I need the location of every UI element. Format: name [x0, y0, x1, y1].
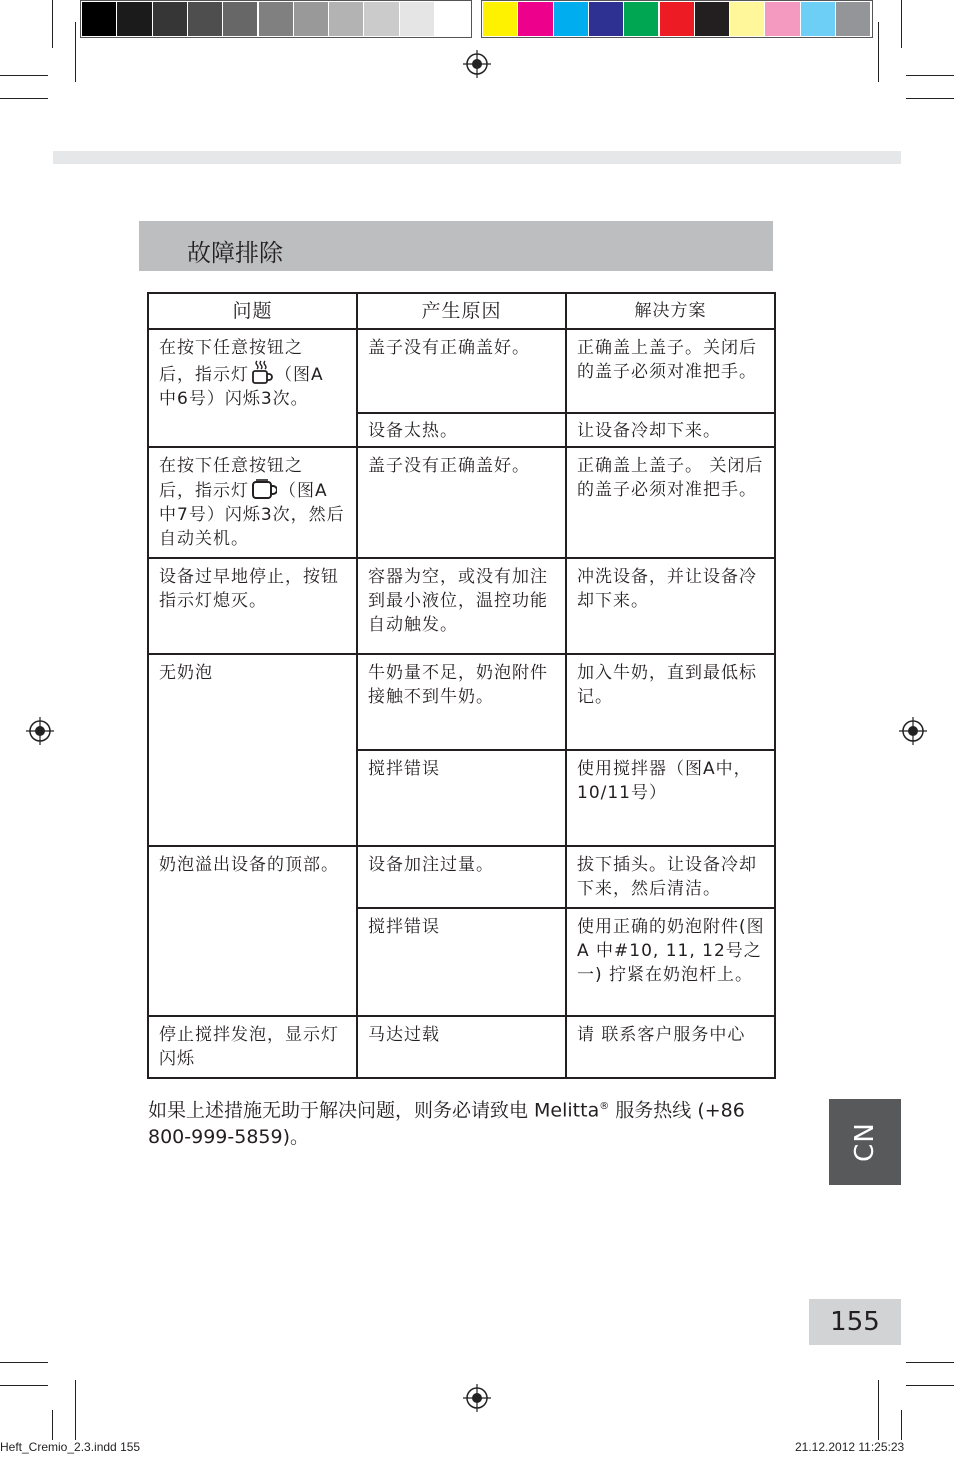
color-swatch [801, 2, 835, 36]
gray-swatch [435, 2, 469, 36]
language-tab-label: CN [850, 1122, 880, 1162]
solution-cell: 让设备冷却下来。 [566, 413, 775, 447]
solution-cell: 使用搅拌器（图A中，10/11号） [566, 750, 775, 846]
color-swatch [836, 2, 870, 36]
cause-cell: 设备加注过量。 [357, 846, 566, 908]
gray-swatch [188, 2, 222, 36]
table-header-row [148, 293, 775, 329]
page-number: 155 [809, 1299, 901, 1345]
file-slug: Heft_Cremio_2.3.indd 155 [0, 1440, 141, 1454]
cup-icon [251, 478, 277, 500]
contact-footnote: 如果上述措施无助于解决问题，则务必请致电 Melitta® 服务热线 (+86 800-999-5859)。 [148, 1099, 745, 1149]
table-row [148, 329, 775, 413]
problem-cell: 设备过早地停止，按钮指示灯熄灭。 [148, 558, 357, 654]
color-swatch [765, 2, 799, 36]
table-row [148, 846, 775, 908]
color-swatch [483, 2, 517, 36]
table-row [148, 558, 775, 654]
header-cause: 产生原因 [357, 293, 566, 329]
problem-cell: 奶泡溢出设备的顶部。 [148, 846, 357, 1016]
color-swatch [695, 2, 729, 36]
header-solution: 解决方案 [566, 293, 775, 329]
solution-cell: 加入牛奶，直到最低标记。 [566, 654, 775, 750]
table-row [148, 654, 775, 750]
section-title: 故障排除 [187, 239, 283, 267]
color-swatch [730, 2, 764, 36]
solution-cell: 请 联系客户服务中心 [566, 1016, 775, 1078]
gray-swatch [223, 2, 257, 36]
cause-cell: 盖子没有正确盖好。 [357, 329, 566, 413]
gray-swatch [82, 2, 116, 36]
solution-cell: 正确盖上盖子。 关闭后的盖子必须对准把手。 [566, 447, 775, 558]
problem-cell: 无奶泡 [148, 654, 357, 846]
problem-cell: 在按下任意按钮之 后，指示灯 （图A 中7号）闪烁3次，然后自动关机。 [148, 447, 357, 558]
registration-mark-icon [26, 717, 54, 745]
cause-cell: 盖子没有正确盖好。 [357, 447, 566, 558]
gray-swatch [259, 2, 293, 36]
color-swatch [660, 2, 694, 36]
registered-mark: ® [599, 1101, 610, 1112]
gray-swatch [400, 2, 434, 36]
gray-swatch [294, 2, 328, 36]
cause-cell: 马达过载 [357, 1016, 566, 1078]
color-swatch [518, 2, 552, 36]
header-problem: 问题 [148, 293, 357, 329]
steam-cup-icon [251, 360, 273, 384]
cause-cell: 搅拌错误 [357, 908, 566, 1016]
problem-cell: 在按下任意按钮之 后，指示灯 （图A 中6号）闪烁3次。 [148, 329, 357, 447]
color-swatch [624, 2, 658, 36]
solution-cell: 使用正确的奶泡附件(图 A 中#10, 11, 12号之一) 拧紧在奶泡杆上。 [566, 908, 775, 1016]
cause-cell: 设备太热。 [357, 413, 566, 447]
color-swatch [554, 2, 588, 36]
cause-cell: 牛奶量不足，奶泡附件接触不到牛奶。 [357, 654, 566, 750]
table-row [148, 447, 775, 558]
problem-cell: 停止搅拌发泡，显示灯闪烁 [148, 1016, 357, 1078]
cause-cell: 容器为空，或没有加注到最小液位，温控功能自动触发。 [357, 558, 566, 654]
table-row [148, 1016, 775, 1078]
language-tab [829, 1099, 901, 1185]
gray-swatch [364, 2, 398, 36]
gray-swatch [153, 2, 187, 36]
registration-mark-icon [463, 50, 491, 78]
solution-cell: 拔下插头。让设备冷却下来，然后清洁。 [566, 846, 775, 908]
registration-mark-icon [899, 717, 927, 745]
troubleshooting-table [147, 292, 776, 1079]
cause-cell: 搅拌错误 [357, 750, 566, 846]
gray-swatch [329, 2, 363, 36]
solution-cell: 冲洗设备，并让设备冷却下来。 [566, 558, 775, 654]
color-swatch [589, 2, 623, 36]
gray-swatch [117, 2, 151, 36]
registration-mark-icon [463, 1384, 491, 1412]
solution-cell: 正确盖上盖子。关闭后的盖子必须对准把手。 [566, 329, 775, 413]
header-rule [53, 151, 901, 164]
date-slug: 21.12.2012 11:25:23 [795, 1440, 905, 1454]
